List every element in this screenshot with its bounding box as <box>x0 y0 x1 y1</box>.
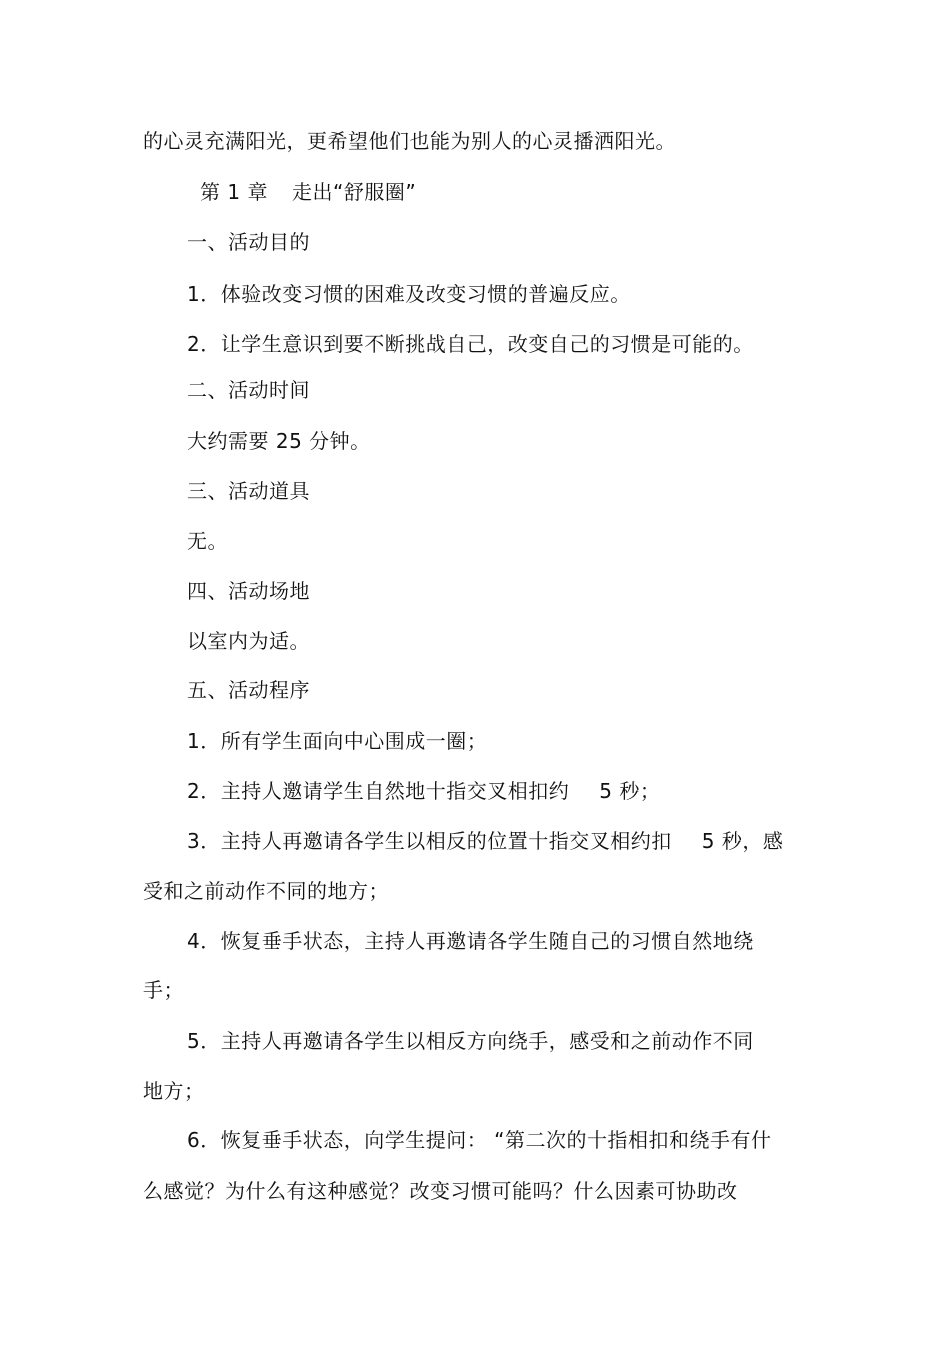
purpose-item-2: 2．让学生意识到要不断挑战自己，改变自己的习惯是可能的。 <box>187 332 754 356</box>
procedure-step-6-continued: 么感觉？为什么有这种感觉？改变习惯可能吗？什么因素可协助改 <box>143 1179 738 1203</box>
section-heading-time: 二、活动时间 <box>187 378 310 402</box>
procedure-step-2: 2．主持人邀请学生自然地十指交叉相扣约 5 秒； <box>187 779 661 803</box>
procedure-step-3-continued: 受和之前动作不同的地方； <box>143 879 389 903</box>
section-heading-venue: 四、活动场地 <box>187 579 310 603</box>
procedure-step-3: 3．主持人再邀请各学生以相反的位置十指交叉相约扣 5 秒，感 <box>187 829 784 853</box>
paragraph-continuation: 的心灵充满阳光，更希望他们也能为别人的心灵播洒阳光。 <box>143 129 676 153</box>
time-text: 大约需要 25 分钟。 <box>187 429 371 453</box>
section-heading-props: 三、活动道具 <box>187 479 310 503</box>
procedure-step-5: 5．主持人再邀请各学生以相反方向绕手，感受和之前动作不同 <box>187 1029 754 1053</box>
procedure-step-4-continued: 手； <box>143 978 184 1002</box>
procedure-step-1: 1．所有学生面向中心围成一圈； <box>187 729 488 753</box>
chapter-number: 第 1 章 <box>200 180 268 204</box>
chapter-title <box>200 179 416 205</box>
procedure-step-4: 4．恢复垂手状态，主持人再邀请各学生随自己的习惯自然地绕 <box>187 929 754 953</box>
section-heading-procedure: 五、活动程序 <box>187 678 310 702</box>
procedure-step-5-continued: 地方； <box>143 1079 205 1103</box>
procedure-step-6: 6．恢复垂手状态，向学生提问： “第二次的十指相扣和绕手有什 <box>187 1128 772 1152</box>
section-heading-purpose: 一、活动目的 <box>187 230 310 254</box>
props-text: 无。 <box>187 529 228 553</box>
venue-text: 以室内为适。 <box>187 629 310 653</box>
purpose-item-1: 1．体验改变习惯的困难及改变习惯的普遍反应。 <box>187 282 631 306</box>
chapter-name: 走出“舒服圈” <box>291 180 417 204</box>
